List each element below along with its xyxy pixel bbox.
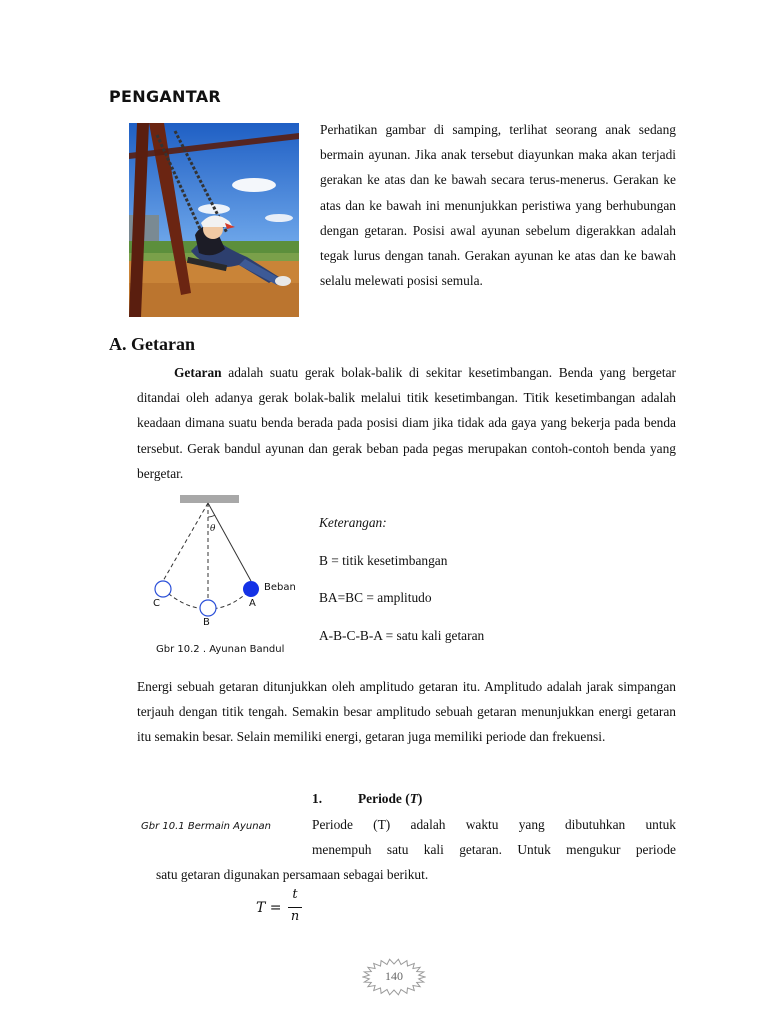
formula-numerator: t	[292, 887, 298, 902]
swing-photo-image	[129, 123, 299, 317]
formula-lhs: T =	[256, 900, 282, 916]
string-position-c	[163, 503, 208, 581]
periode-title-suffix: )	[417, 791, 423, 806]
formula-denominator: n	[290, 909, 300, 924]
point-c-label: C	[153, 598, 160, 609]
pendulum-ceiling	[180, 495, 239, 503]
pendulum-string	[208, 503, 251, 581]
periode-title-symbol: T	[409, 791, 418, 806]
periode-title-prefix: Periode (	[358, 791, 410, 806]
page-heading: PENGANTAR	[109, 87, 222, 106]
swing-photo	[129, 123, 299, 317]
energy-paragraph: Energi sebuah getaran ditunjukkan oleh amplitudo getaran itu. Amplitudo adalah jarak simpangan terjauh dengan titik tengah. Semakin besar amplitudo sebuah getaran menunjukkan energi getaran itu semakin besar. Selain memiliki energi, getaran juga memiliki periode dan frekuensi.	[137, 679, 676, 745]
page-number-badge	[362, 958, 426, 996]
mass-label: Beban	[264, 582, 296, 593]
legend-line-2: BA=BC = amplitudo	[319, 590, 432, 605]
periode-line-1: Periode (T) adalah waktu yang dibutuhkan untuk	[312, 817, 676, 832]
angle-label: θ	[210, 524, 216, 534]
legend-title: Keterangan:	[319, 515, 387, 530]
position-b-circle	[200, 600, 216, 616]
point-a-label: A	[249, 598, 256, 609]
pendulum-diagram	[140, 492, 310, 632]
section-a-title: A. Getaran	[109, 334, 195, 354]
periode-line-2: menempuh satu kali getaran. Untuk mengukur periode	[312, 842, 676, 857]
periode-formula	[256, 887, 316, 931]
periode-number: 1.	[312, 791, 323, 806]
position-c-circle	[155, 581, 171, 597]
point-b-label: B	[203, 617, 210, 628]
definition-paragraph	[137, 360, 676, 486]
page-number: 140	[385, 969, 403, 983]
formula-fraction-bar	[288, 907, 302, 908]
legend-line-1: B = titik kesetimbangan	[319, 553, 448, 568]
pendulum-svg	[140, 492, 310, 632]
pendulum-mass	[243, 581, 259, 597]
intro-paragraph: Perhatikan gambar di samping, terlihat seorang anak sedang bermain ayunan. Jika anak tersebut diayunkan maka akan terjadi gerakan ke atas dan ke bawah secara terus-menerus. Gerakan ke atas dan ke bawah ini menunjukkan peristiwa yang berhubungan dengan getaran. Posisi awal ayunan sebelum digerakkan adalah tegak lurus dengan tanah. Gerakan ayunan ke atas dan ke bawah selalu melewati posisi semula.	[320, 122, 676, 289]
definition-term: Getaran	[174, 365, 222, 380]
periode-line-3: satu getaran digunakan persamaan sebagai berikut.	[156, 867, 429, 882]
pendulum-caption: Gbr 10.2 . Ayunan Bandul	[156, 644, 285, 655]
photo-caption: Gbr 10.1 Bermain Ayunan	[141, 821, 272, 832]
legend-line-3: A-B-C-B-A = satu kali getaran	[319, 628, 485, 643]
definition-text: adalah suatu gerak bolak-balik di sekitar kesetimbangan. Benda yang bergetar ditandai oleh adanya gerak bolak-balik melalui titik kesetimbangan. Titik kesetimbangan adalah keadaan dimana suatu benda berada pada posisi diam jika tidak ada gaya yang bekerja pada benda tersebut. Gerak bandul ayunan dan gerak beban pada pegas merupakan contoh-contoh benda yang bergetar.	[137, 365, 676, 481]
angle-arc	[208, 515, 215, 517]
periode-title	[358, 791, 422, 807]
